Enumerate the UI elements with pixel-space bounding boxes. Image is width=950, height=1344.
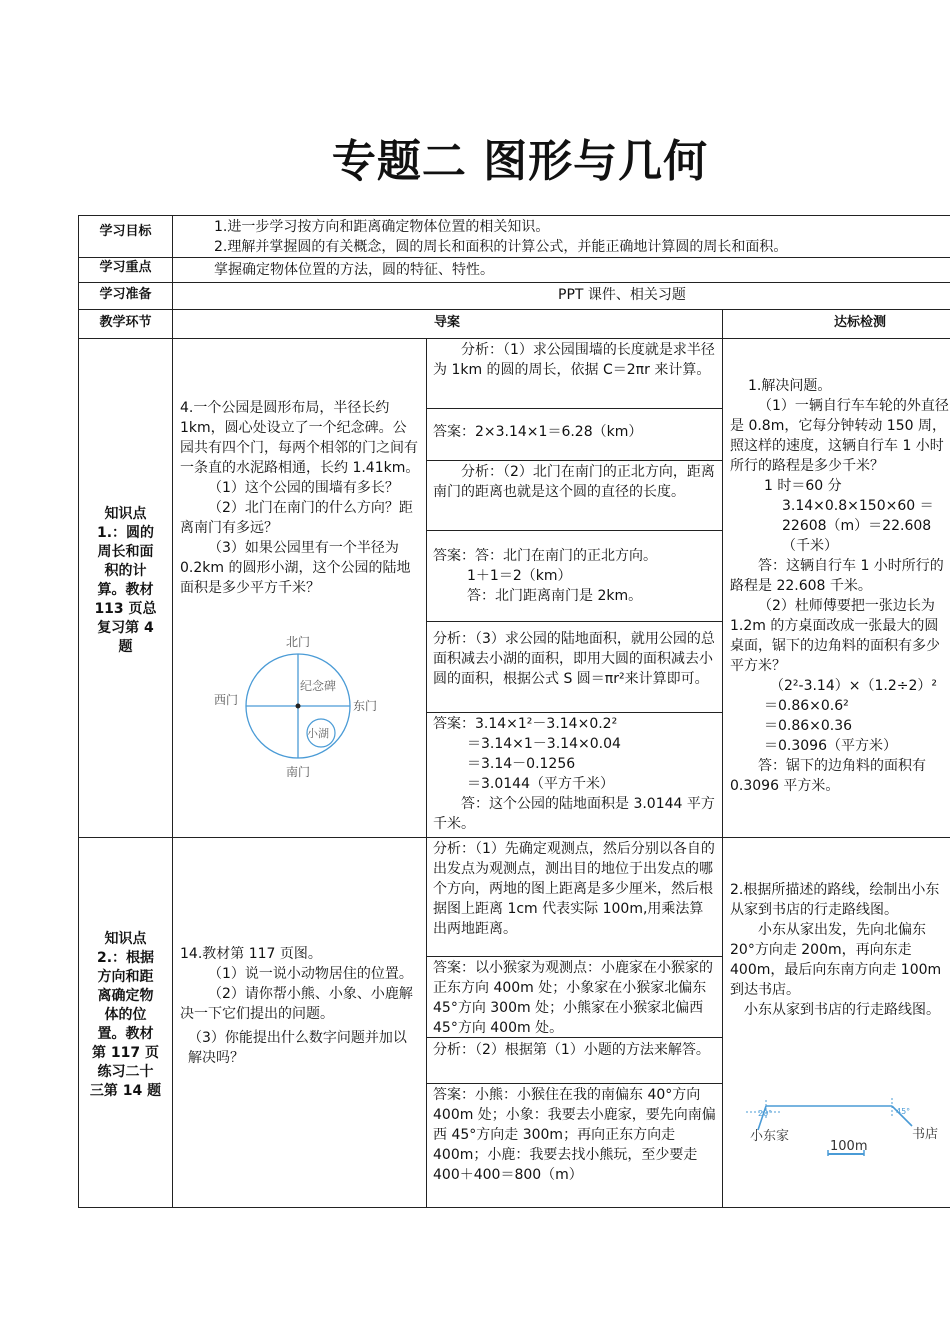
angle-45-label: 45°: [896, 1107, 911, 1116]
kp1-analysis-3: 分析：（3）求公园的陆地面积，就用公园的总面积减去小湖的面积，即用大圆的面积减去小圆的面积，根据公式 S 圆＝πr²来计算即可。: [433, 631, 715, 687]
kp1-check: 1.解决问题。 （1）一辆自行车车轮的外直径是 0.8m，它每分钟转动 150 周，照这样的速度，这辆自行车 1 小时所行的路程是多少千米？ 1 时＝60 分 3.14×0.8×150×60 ＝ 22608（m）＝22.608（千米） 答：这辆自行车 1 小时所行的路程是 22.608 千米。 （2）杜师傅要把一张边长为 1.2m 的方桌面改成一张最大的圆桌面，锯下的边角料的面积有多少平方米？ （2²-3.14）×（1.2÷2）² ＝0.86×0.6² ＝0.86×0.36 ＝0.3096（平方米） 答：锯下的边角料的面积有 0.3096 平方米。: [730, 378, 949, 794]
west-gate-label: 西门: [214, 693, 239, 707]
col-header-check: 达标检测: [833, 315, 886, 330]
goal-item-1: 1.进一步学习按方向和距离确定物体位置的相关知识。: [214, 219, 550, 235]
col-header-guide: 导案: [433, 315, 460, 330]
park-diagram: [210, 630, 400, 782]
kp1-analysis-1: 分析：（1）求公园围墙的长度就是求半径为 1km 的圆的周长，依据 C＝2πr 来计算。: [433, 342, 715, 378]
page-title: 专题二 图形与几何: [331, 136, 709, 187]
kp2-problem: 14.教材第 117 页图。 （1）说一说小动物居住的位置。 （2）请你帮小熊、小象、小鹿解决一下它们提出的问题。 （3）你能提出什么数字问题并加以解决吗？: [180, 946, 413, 1066]
kp1-analysis-2: 分析：（2）北门在南门的正北方向，距离南门的距离也就是这个圆的直径的长度。: [433, 464, 715, 500]
kp1-answer-3: 答案：3.14×1²－3.14×0.2² ＝3.14×1－3.14×0.04 ＝3.14－0.1256 ＝3.0144（平方千米） 答：这个公园的陆地面积是 3.0144 平方千米。: [433, 716, 715, 832]
lake-label: 小湖: [307, 727, 329, 740]
south-gate-label: 南门: [286, 765, 311, 779]
route-diagram: [740, 1090, 950, 1160]
kp2-check: 2.根据所描述的路线，绘制出小东从家到书店的行走路线图。 小东从家出发，先向北偏东 20°方向走 200m，再向东走 400m，最后向东南方向走 100m 到达书店。 小东从家到书店的行走路线图。: [730, 882, 942, 1018]
scale-label: 100m: [830, 1139, 868, 1154]
col-header-stage: 教学环节: [99, 315, 152, 330]
kp2-label: 知识点 2.：根据 方向和距 离确定物 体的位 置。教材 第 117 页 练习二十 三第 14 题: [89, 931, 162, 1099]
focus-text: 掌握确定物体位置的方法，圆的特征、特性。: [214, 262, 494, 278]
kp2-analysis-2: 分析：（2）根据第（1）小题的方法来解答。: [433, 1042, 710, 1058]
prep-text: PPT 课件、相关习题: [558, 287, 686, 303]
kp1-answer-2: 答案：答：北门在南门的正北方向。 1＋1＝2（km） 答：北门距离南门是 2km。: [433, 548, 657, 604]
goal-label: 学习目标: [99, 224, 152, 239]
kp1-problem: 4.一个公园是圆形布局，半径长约 1km，圆心处设立了一个纪念碑。公园共有四个门，每两个相邻的门之间有一条直的水泥路相通，长约 1.41km。 （1）这个公园的围墙有多长？ （2）北门在南门的什么方向？距离南门有多远？ （3）如果公园里有一个半径为 0.2km 的圆形小湖，这个公园的陆地面积是多少平方千米？: [180, 400, 420, 596]
store-label: 书店: [912, 1127, 939, 1142]
angle-20-label: 20°: [758, 1109, 773, 1118]
kp2-answer-1: 答案：以小猴家为观测点：小鹿家在小猴家的正东方向 400m 处；小象家在小猴家北偏东 45°方向 300m 处；小熊家在小猴家北偏西 45°方向 400m 处。: [433, 960, 713, 1036]
kp2-analysis-1: 分析：（1）先确定观测点，然后分别以各自的出发点为观测点，测出目的地位于出发点的哪个方向，两地的图上距离是多少厘米，然后根据图上距离 1cm 代表实际 100m,用乘法算出两地距离。: [433, 841, 715, 937]
prep-label: 学习准备: [99, 287, 152, 302]
kp1-answer-1: 答案：2×3.14×1＝6.28（km）: [433, 424, 643, 440]
kp2-answer-2: 答案：小熊：小猴住在我的南偏东 40°方向 400m 处；小象：我要去小鹿家，要先向南偏西 45°方向走 300m；再向正东方向走 400m；小鹿：我要去找小熊玩，至少要走 400＋400＝800（m）: [433, 1087, 716, 1183]
kp1-label: 知识点 1.：圆的 周长和面 积的计 算。教材 113 页总 复习第 4 题: [94, 506, 157, 655]
goal-item-2: 2.理解并掌握圆的有关概念，圆的周长和面积的计算公式，并能正确地计算圆的周长和面积。: [214, 239, 788, 255]
monument-label: 纪念碑: [300, 679, 337, 693]
east-gate-label: 东门: [353, 699, 378, 713]
home-label: 小东家: [750, 1129, 790, 1144]
north-gate-label: 北门: [286, 635, 311, 649]
focus-label: 学习重点: [99, 260, 152, 275]
